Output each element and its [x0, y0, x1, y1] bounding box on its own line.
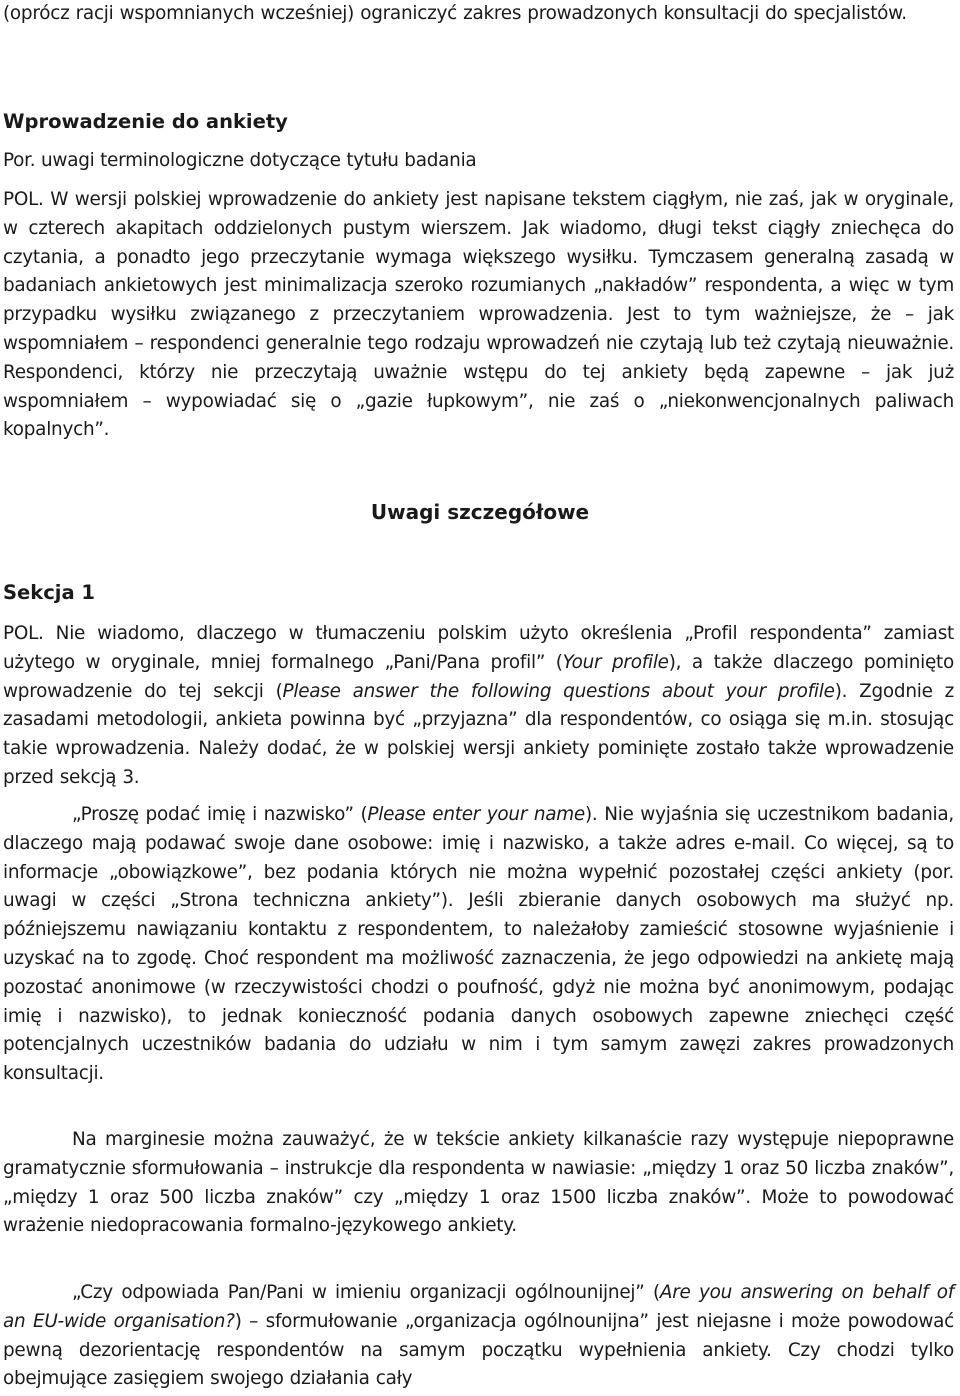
section-1-title: Sekcja 1: [3, 581, 95, 604]
detailed-remarks-title: Uwagi szczegółowe: [370, 500, 590, 524]
section-1-paragraph-4: „Czy odpowiada Pan/Pani w imieniu organizacji ogólnounijnej” (Are you answering on behalf of an EU-wide organisation?) – sformułowanie „organizacja ogólnounijna” jest niejasne i może powodować pewną dezorientację respondentów na samym początku wypełnienia ankiety. Czy chodzi tylko obejmujące zasięgiem swojego działania cały: [3, 1282, 954, 1390]
section-title-introduction: Wprowadzenie do ankiety: [3, 110, 288, 133]
section-1-paragraph-1: POL. Nie wiadomo, dlaczego w tłumaczeniu polskim użyto określenia „Profil respondenta” zamiast użytego w oryginale, mniej formalnego „Pani/Pana profil” (Your profile), a także dlaczego pominięto wprowadzenie do tej sekcji (Please answer the following questions about your profile). Zgodnie z zasadami metodologii, ankieta powinna być „przyjazna” dla respondentów, co osiąga się m.in. stosując takie wprowadzenia. Należy dodać, że w polskiej wersji ankiety pominięte zostało także wprowadzenie przed sekcją 3.: [3, 623, 955, 788]
terminology-note: Por. uwagi terminologiczne dotyczące tytułu badania: [3, 150, 477, 171]
section-1-paragraph-2: „Proszę podać imię i nazwisko” (Please enter your name). Nie wyjaśnia się uczestnikom badania, dlaczego mają podawać swoje dane osobowe: imię i nazwisko, a także adres e-mail. Co więcej, są to informacje „obowiązkowe”, bez podania których nie można wypełnić pozostałej części ankiety (por. uwagi w części „Strona techniczna ankiety”). Jeśli zbieranie danych osobowych ma służyć np. późniejszemu nawiązaniu kontaktu z respondentem, to należałoby zamieścić stosowne wyjaśnienie i uzyskać na to zgodę. Choć respondent ma możliwość zaznaczenia, że jego odpowiedzi na ankietę mają pozostać anonimowe (w rzeczywistości chodzi o poufność, gdyż nie można być anonimowym, podając imię i nazwisko), to jednak konieczność podania danych osobowych zapewne zniechęci część potencjalnych uczestników badania do udziału w nim i tym samym zawęzi zakres prowadzonych konsultacji.: [3, 804, 955, 1085]
intro-continuation-paragraph: (oprócz racji wspomnianych wcześniej) ograniczyć zakres prowadzonych konsultacji do specjalistów.: [3, 3, 907, 24]
section-1-paragraph-3: Na marginesie można zauważyć, że w tekście ankiety kilkanaście razy występuje niepoprawne gramatycznie sformułowania – instrukcje dla respondenta w nawiasie: „między 1 oraz 50 liczba znaków”, „między 1 oraz 500 liczba znaków” czy „między 1 oraz 1500 liczba znaków”. Może to powodować wrażenie niedopracowania formalno-językowego ankiety.: [3, 1129, 954, 1237]
pol-introduction-paragraph: POL. W wersji polskiej wprowadzenie do ankiety jest napisane tekstem ciągłym, nie zaś, jak w oryginale, w czterech akapitach oddzielonych pustym wierszem. Jak wiadomo, długi tekst ciągły zniechęca do czytania, a ponadto jego przeczytanie wymaga większego wysiłku. Tymczasem generalną zasadą w badaniach ankietowych jest minimalizacja szeroko rozumianych „nakładów” respondenta, a więc w tym przypadku wysiłku związanego z przeczytaniem wprowadzenia. Jest to tym ważniejsze, że – jak wspomniałem – respondenci generalnie tego rodzaju wprowadzeń nie czytają lub też czytają nieuważnie. Respondenci, którzy nie przeczytają uważnie wstępu do tej ankiety będą zapewne – jak już wspomniałem – wypowiadać się o „gazie łupkowym”, nie zaś o „niekonwencjonalnych paliwach kopalnych”.: [3, 189, 954, 441]
